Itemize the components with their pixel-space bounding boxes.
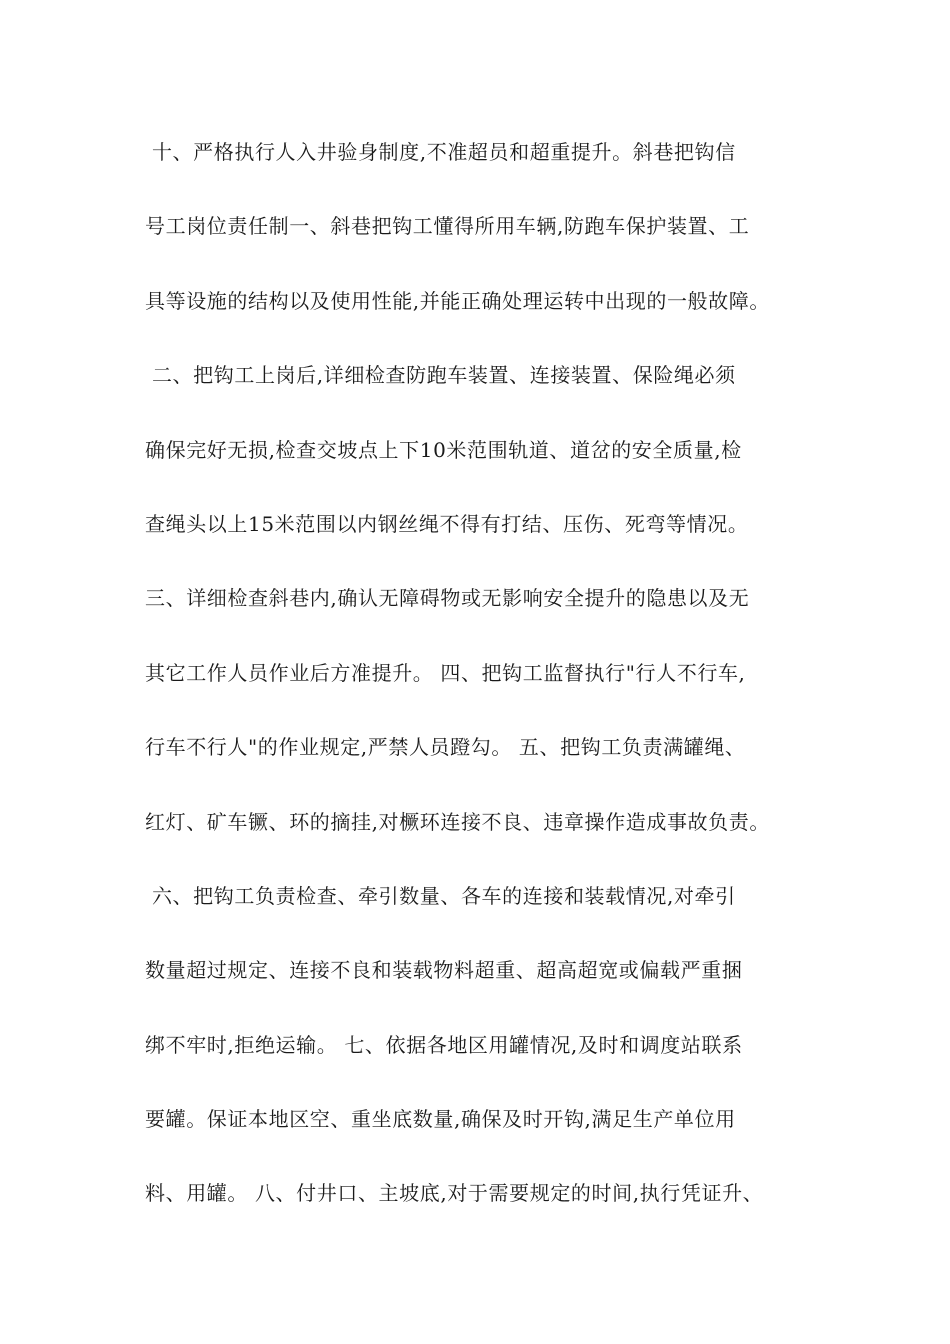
- text-line-4: 二、把钩工上岗后,详细检查防跑车装置、连接装置、保险绳必须: [145, 363, 736, 388]
- text-line-5: 确保完好无损,检查交坡点上下10米范围轨道、道岔的安全质量,检: [145, 437, 742, 462]
- text-line-6: 查绳头以上15米范围以内钢丝绳不得有打结、压伤、死弯等情况。: [145, 511, 749, 536]
- text-line-3: 具等设施的结构以及使用性能,并能正确处理运转中出现的一般故障。: [145, 288, 770, 313]
- text-line-15: 料、用罐。 八、付井口、主坡底,对于需要规定的时间,执行凭证升、: [145, 1181, 764, 1206]
- text-line-9: 行车不行人"的作业规定,严禁人员蹬勾。 五、把钩工负责满罐绳、: [145, 735, 746, 760]
- text-line-12: 数量超过规定、连接不良和装载物料超重、超高超宽或偏载严重捆: [145, 958, 743, 983]
- text-line-2: 号工岗位责任制一、斜巷把钩工懂得所用车辆,防跑车保护装置、工: [145, 214, 750, 239]
- text-line-11: 六、把钩工负责检查、牵引数量、各车的连接和装载情况,对牵引: [145, 883, 736, 908]
- text-line-10: 红灯、矿车镢、环的摘挂,对橛环连接不良、违章操作造成事故负责。: [145, 809, 770, 834]
- text-line-13: 绑不牢时,拒绝运输。 七、依据各地区用罐情况,及时和调度站联系: [145, 1032, 743, 1057]
- document-body: [145, 132, 825, 1248]
- text-line-14: 要罐。保证本地区空、重坐底数量,确保及时开钩,满足生产单位用: [145, 1107, 736, 1132]
- text-line-7: 三、详细检查斜巷内,确认无障碍物或无影响安全提升的隐患以及无: [145, 586, 750, 611]
- text-line-8: 其它工作人员作业后方准提升。 四、把钩工监督执行"行人不行车,: [145, 660, 746, 685]
- text-line-1: 十、严格执行人入井验身制度,不准超员和超重提升。斜巷把钩信: [145, 140, 736, 164]
